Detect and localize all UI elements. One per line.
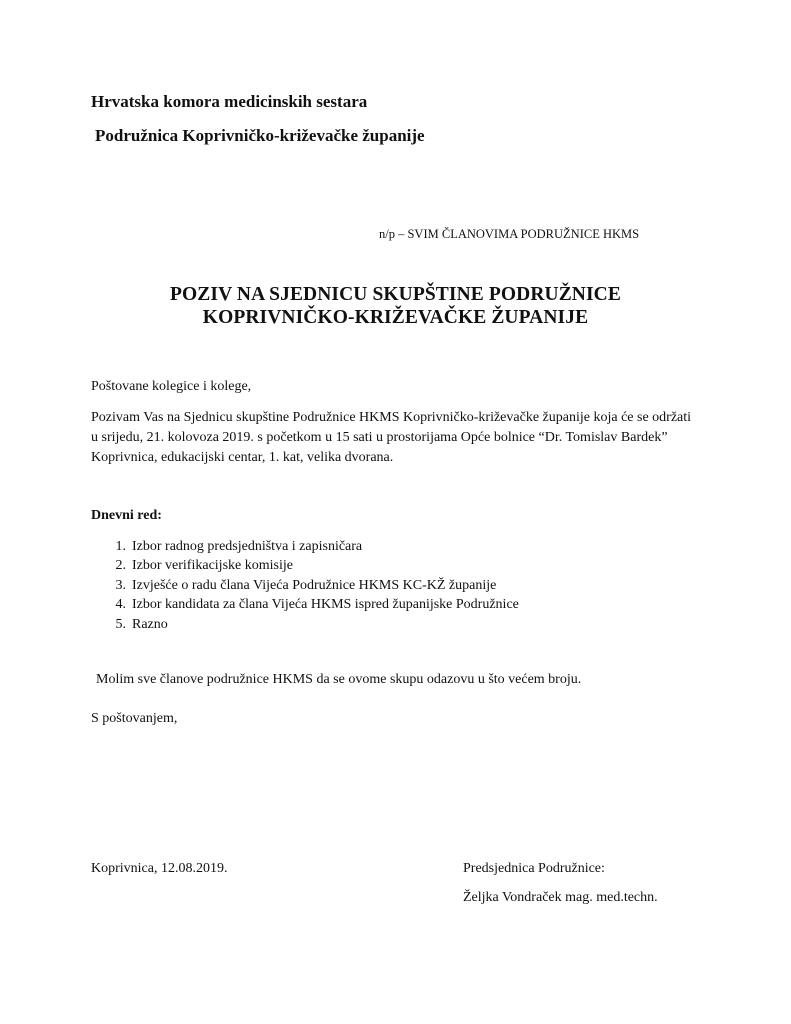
agenda-heading: Dnevni red: <box>91 508 162 523</box>
agenda-item-text: Izbor radnog predsjedništva i zapisničara <box>132 539 363 554</box>
place-and-date: Koprivnica, 12.08.2019. <box>91 861 228 876</box>
agenda-item-text: Razno <box>132 616 168 632</box>
invitation-paragraph: Pozivam Vas na Sjednicu skupštine Podružnice HKMS Koprivničko-križevačke županije koja će se održati u srijedu, 21. kolovoza 2019. s početkom u 15 sati u prostorijama Opće bolnice “Dr. Tomislav Bardek” Koprivnica, edukacijski centar, 1. kat, velika dvorana. <box>91 410 692 465</box>
agenda-item <box>108 595 519 614</box>
document-title-line1: POZIV NA SJEDNICU SKUPŠTINE PODRUŽNICE <box>170 284 621 305</box>
branch-name: Podružnica Koprivničko-križevačke županije <box>95 126 425 145</box>
organization-name: Hrvatska komora medicinskih sestara <box>91 92 368 111</box>
document-title-line2: KOPRIVNIČKO-KRIŽEVAČKE ŽUPANIJE <box>202 307 589 328</box>
closing-request: Molim sve članove podružnice HKMS da se ovome skupu odazovu u što većem broju. <box>96 672 582 687</box>
agenda-item-number: 3. <box>115 577 126 593</box>
signatory-name: Željka Vondraček mag. med.techn. <box>463 890 658 905</box>
agenda-item <box>108 556 519 575</box>
greeting: Poštovane kolegice i kolege, <box>91 379 252 394</box>
agenda-item-number: 1. <box>115 539 126 554</box>
agenda-item-text: Izvješće o radu člana Vijeća Podružnice HKMS KC-KŽ županije <box>132 577 497 593</box>
agenda-item <box>108 537 519 556</box>
agenda-item-text: Izbor verifikacijske komisije <box>132 558 293 574</box>
recipient-line: n/p – SVIM ČLANOVIMA PODRUŽNICE HKMS <box>379 227 640 241</box>
agenda-item-text: Izbor kandidata za člana Vijeća HKMS ispred županijske Podružnice <box>132 597 519 613</box>
agenda-list <box>108 537 519 634</box>
signatory-title: Predsjednica Podružnice: <box>463 861 605 876</box>
agenda-item-number: 2. <box>115 558 126 574</box>
regards: S poštovanjem, <box>91 711 178 726</box>
agenda-item-number: 5. <box>115 616 126 632</box>
agenda-item <box>108 576 519 595</box>
agenda-item-number: 4. <box>115 597 126 613</box>
agenda-item <box>108 615 519 634</box>
